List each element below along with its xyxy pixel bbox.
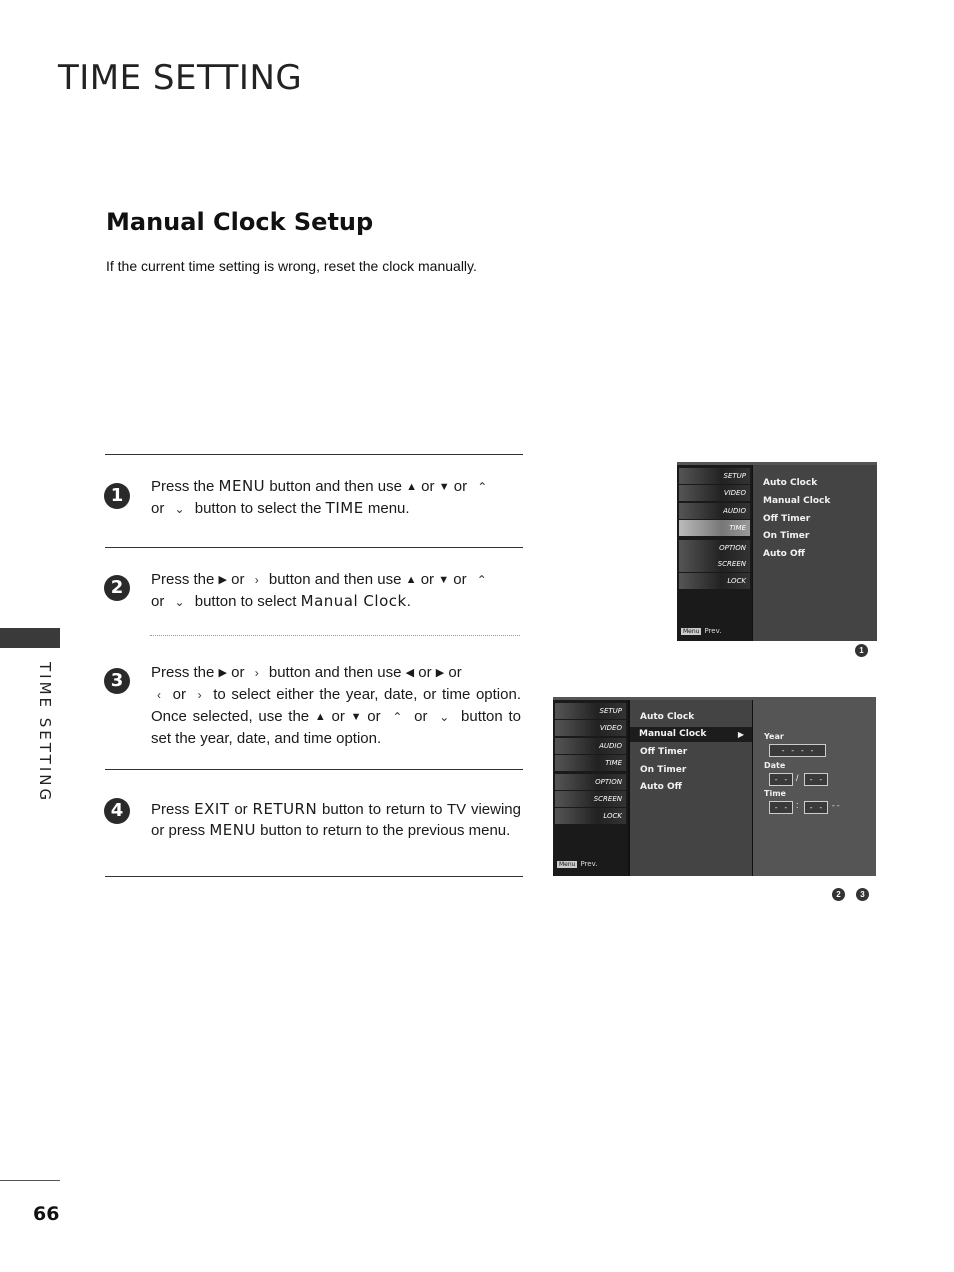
chevron-up-icon: ⌃ [476,573,487,587]
step-divider [105,454,523,455]
up-arrow-icon: ▲ [314,711,326,723]
step-4-text: Press EXIT or RETURN button to return to TV viewing or press MENU button to return to the previous menu. [151,800,521,839]
side-section-label: TIME SETTING [36,662,54,804]
up-arrow-icon: ▲ [406,481,417,493]
year-field: - - - - [769,744,826,757]
osd-audio-icon: AUDIO [679,503,750,519]
osd-setup-icon: SETUP [679,468,750,484]
section-title: Manual Clock Setup [106,208,374,236]
step-2-text: Press the ▶ or › button and then use ▲ or ▼ or ⌃ or ⌄ button to select Manual Clock. [151,569,521,613]
osd-menu-item-selected: Manual Clock ▶ [630,727,752,742]
chevron-up-icon: ⌃ [477,480,488,494]
step-divider [105,769,523,770]
up-arrow-icon: ▲ [405,574,417,586]
osd-submenu-arrow-icon: ▶ [737,730,744,739]
chevron-down-icon: ⌄ [439,710,450,724]
down-arrow-icon: ▼ [350,711,362,723]
osd-setup-icon: SETUP [555,703,626,719]
osd-video-icon: VIDEO [555,720,626,736]
date-separator: / [796,773,799,783]
left-arrow-icon: ◀ [405,667,415,679]
osd-menu-item: Manual Clock [763,496,831,506]
osd-audio-icon: AUDIO [555,738,626,754]
date-month-field: - - [769,773,793,786]
osd-menu-item: Auto Off [763,549,805,559]
osd-lock-icon: LOCK [679,573,750,589]
right-arrow-icon: ▶ [218,667,227,679]
screen-ref-marker: 3 [856,888,869,901]
osd-video-icon: VIDEO [679,485,750,501]
chevron-down-icon: ⌄ [174,502,185,516]
osd-menu-item: Off Timer [763,514,811,524]
time-separator: : [796,800,799,810]
time-hour-field: - - [769,801,793,814]
page-title: TIME SETTING [58,58,303,98]
down-arrow-icon: ▼ [438,481,450,493]
step-3-number: 3 [104,668,130,694]
osd-time-icon: TIME [679,520,750,536]
osd-manual-clock-panel [753,700,876,876]
section-intro: If the current time setting is wrong, reset the clock manually. [106,258,477,274]
step-divider [105,547,523,548]
chevron-down-icon: ⌄ [174,595,185,609]
step-1-number: 1 [104,483,130,509]
osd-time-menu [753,465,877,641]
osd-menu-item: Auto Clock [763,478,818,488]
side-tab-marker [0,628,60,648]
chevron-right-icon: › [254,573,259,587]
step-2-number: 2 [104,575,130,601]
step-divider [105,876,523,877]
screen-ref-marker: 2 [832,888,845,901]
chevron-right-icon: › [197,688,202,702]
right-arrow-icon: ▶ [435,667,445,679]
osd-time-menu-screen [677,462,877,641]
screen-ref-marker: 1 [855,644,868,657]
step-divider-dotted [150,635,520,636]
osd-manual-clock-screen [553,697,876,876]
year-label: Year [764,732,784,741]
osd-menu-item: Auto Off [640,782,682,792]
osd-icon-column [553,700,628,876]
chevron-left-icon: ‹ [157,688,161,702]
osd-menu-item: Off Timer [640,747,688,757]
osd-menu-item: Auto Clock [640,712,695,722]
osd-menu-item: On Timer [640,765,687,775]
osd-icon-column [677,465,752,641]
osd-lock-icon: LOCK [555,808,626,824]
date-label: Date [764,761,786,770]
time-ampm-field: - - [832,801,840,810]
osd-time-menu [630,700,752,876]
step-3-text: Press the ▶ or › button and then use ◀ or ▶ or ‹ or › to select either the year, date, or time option. Once selected, use the ▲ or ▼ or ⌃ or ⌄ button to set the year, date, and time option. [151,664,521,747]
osd-time-icon: TIME [555,755,626,771]
step-4-number: 4 [104,798,130,824]
chevron-up-icon: ⌃ [392,710,403,724]
down-arrow-icon: ▼ [438,574,450,586]
chevron-right-icon: › [254,666,259,680]
step-1-text: Press the MENU button and then use ▲ or ▼ or ⌃ or ⌄ button to select the TIME menu. [151,476,521,520]
osd-footer: Menu Prev. [559,860,598,868]
osd-screen-icon: SCREEN [679,556,750,572]
osd-option-icon: OPTION [555,774,626,790]
osd-menu-item: On Timer [763,531,810,541]
osd-footer: Menu Prev. [683,627,722,635]
page-number-rule [0,1180,60,1181]
right-arrow-icon: ▶ [218,574,227,586]
time-minute-field: - - [804,801,828,814]
page-number: 66 [33,1203,60,1225]
osd-option-icon: OPTION [679,540,750,556]
date-day-field: - - [804,773,828,786]
osd-screen-icon: SCREEN [555,791,626,807]
time-label: Time [764,789,786,798]
